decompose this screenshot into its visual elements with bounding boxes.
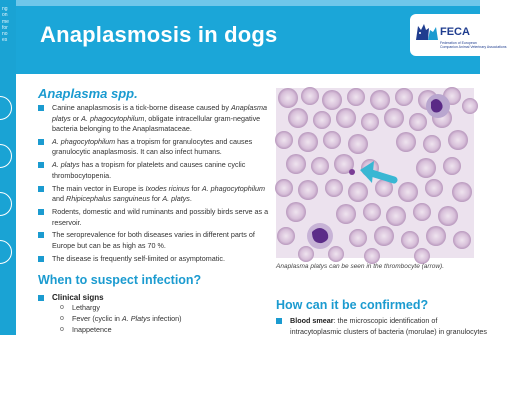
bullet-square-icon	[276, 318, 282, 324]
blood-smear-photo	[276, 88, 474, 258]
feca-logo	[410, 14, 507, 56]
header-band	[16, 0, 480, 6]
anaplasma-bullet-list	[38, 103, 270, 267]
section-title-suspect: When to suspect infection?	[38, 273, 202, 287]
page-header	[16, 0, 507, 74]
section-title-confirm: How can it be confirmed?	[276, 298, 429, 312]
list-item: A. phagocytophilum has a tropism for granulocytes and causes granulocytic anaplasmosis. It can also infect humans.	[38, 137, 270, 158]
sidebar-circle-icon	[0, 240, 12, 264]
bullet-square-icon	[38, 209, 44, 215]
circle-bullet-icon: o	[60, 314, 64, 322]
list-item: o Lethargy	[60, 303, 100, 312]
list-item: o Fever (cyclic in A. Platys infection)	[60, 313, 182, 323]
sidebar-circle-icon	[0, 192, 12, 216]
logo-text: FECA	[440, 26, 470, 38]
bullet-square-icon	[38, 139, 44, 145]
sidebar-circle-icon	[0, 144, 12, 168]
bullet-square-icon	[38, 232, 44, 238]
bullet-square-icon	[38, 162, 44, 168]
clinical-signs-list	[60, 303, 181, 335]
sidebar-circle-icon	[0, 96, 12, 120]
circle-bullet-icon: o	[60, 325, 64, 333]
list-item: Rodents, domestic and wild ruminants and possibly birds serve as a reservoir.	[38, 207, 270, 228]
feca-cat-logo-icon	[414, 20, 440, 44]
bullet-square-icon	[38, 105, 44, 111]
list-item: o Inappetence	[60, 324, 112, 334]
figure-caption: Anaplasma platys can be seen in the thrombocyte (arrow).	[276, 263, 445, 270]
blood-smear-item: Blood smear: the microscopic identification of intracytoplasmic clusters of bacteria (morulae) in granulocytes	[276, 316, 490, 337]
bullet-square-icon	[38, 295, 44, 301]
circle-bullet-icon: o	[60, 304, 64, 311]
list-item: The disease is frequently self-limited or asymptomatic.	[38, 254, 270, 265]
neutrophil-cell	[426, 94, 450, 118]
lymphocyte-cell	[307, 223, 333, 249]
list-item: A. platys has a tropism for platelets and causes canine cyclic thrombocytopenia.	[38, 160, 270, 181]
logo-subtitle: Federation of European Companion Animal Veterinary Associations	[440, 41, 507, 49]
list-item: The seroprevalence for both diseases varies in different parts of Europe but can be as high as 70 %.	[38, 230, 270, 251]
list-item: The main vector in Europe is Ixodes ricinus for A. phagocytophilum and Rhipicephalus sanguineus for A. platys.	[38, 184, 270, 205]
left-sidebar	[0, 0, 16, 335]
list-item: Canine anaplasmosis is a tick-borne disease caused by Anaplasma platys or A. phagocytophilum, obligate intracellular gram-negative bacteria belonging to the Anaplasmataceae.	[38, 103, 270, 135]
page-title: Anaplasmosis in dogs	[40, 22, 278, 47]
clinical-signs-heading: Clinical signs	[38, 293, 104, 302]
section-title-anaplasma: Anaplasma spp.	[38, 86, 138, 101]
sidebar-text: ng on me for no es	[2, 6, 9, 44]
bullet-square-icon	[38, 256, 44, 262]
platelet-with-morulae	[349, 169, 355, 175]
bullet-square-icon	[38, 186, 44, 192]
